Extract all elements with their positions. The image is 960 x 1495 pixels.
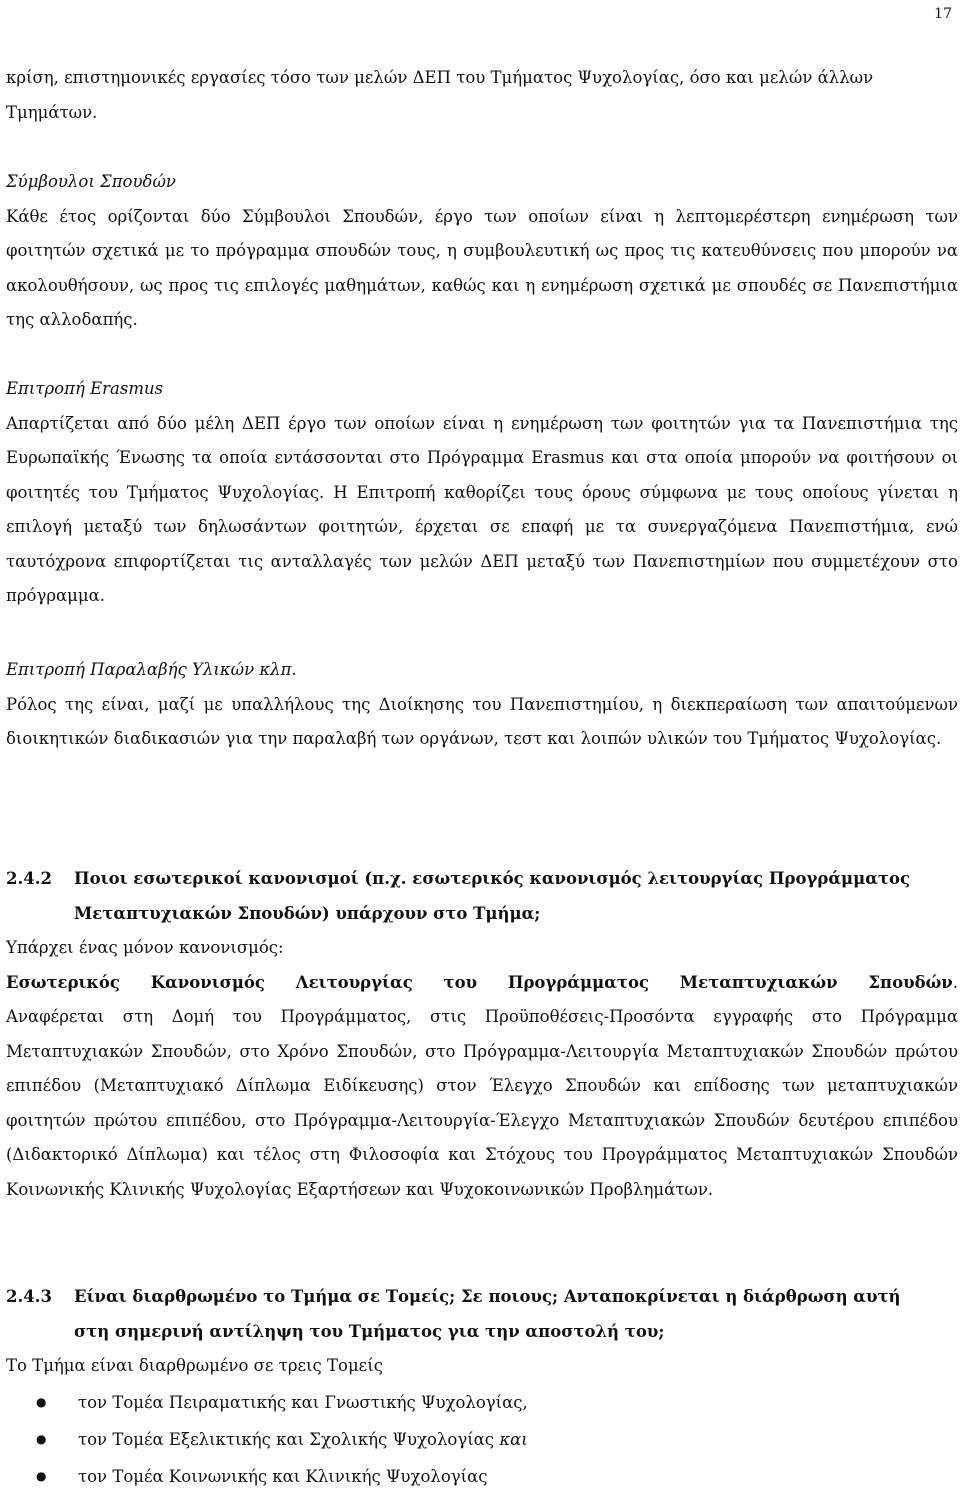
heading-line-1: Ποιοι εσωτερικοί κανονισμοί (π.χ. εσωτερικός κανονισμός λειτουργίας Προγράμματος [74, 869, 911, 888]
rule-title-line [6, 966, 958, 1001]
reception-section [6, 653, 958, 757]
erasmus-text: Απαρτίζεται από δύο μέλη ΔΕΠ έργο των οποίων είναι η ενημέρωση των φοιτητών για τα Πανεπιστήμια της Ευρωπαϊκής Ένωσης τα οποία εντάσσονται στο Πρόγραμμα Erasmus και στα οποία μπορούν να φοιτήσουν οι φοιτητές του Τμήματος Ψυχολογίας. Η Επιτροπή καθορίζει τους όρους σύμφωνα με τους οποίους γίνεται η επιλογή μεταξύ των δηλωσάντων φοιτητών, έρχεται σε επαφή με τα συνεργαζόμενα Πανεπιστήμια, ενώ ταυτόχρονα επιφορτίζεται τις ανταλλαγές των μελών ΔΕΠ μεταξύ των Πανεπιστημίων που συμμετέχουν στο πρόγραμμα. [6, 413, 958, 605]
erasmus-section [6, 372, 958, 614]
heading-line-1: Είναι διαρθρωμένο το Τμήμα σε Τομείς; Σε ποιους; Ανταποκρίνεται η διάρθρωση αυτή [74, 1287, 901, 1306]
list-item-text: τον Τομέα Κοινωνικής και Κλινικής Ψυχολογίας [78, 1467, 488, 1486]
list-item-suffix: και [499, 1430, 528, 1449]
section-2-4-3-heading [6, 1280, 958, 1349]
page-number: 17 [934, 6, 952, 22]
section-2-4-2-body [6, 931, 958, 1207]
list-item-text: τον Τομέα Πειραματικής και Γνωστικής Ψυχολογίας, [78, 1393, 528, 1412]
advisors-text: Κάθε έτος ορίζονται δύο Σύμβουλοι Σπουδών, έργο των οποίων είναι η λεπτομερέστερη ενημέρωση των φοιτητών σχετικά με το πρόγραμμα σπουδών τους, η συμβουλευτική ως προς τις κατευθύνσεις που μπορούν να ακολουθήσουν, ως προς τις επιλογές μαθημάτων, καθώς και η ενημέρωση σχετικά με σπουδές σε Πανεπιστήμια της αλλοδαπής. [6, 206, 958, 329]
reception-title: Επιτροπή Παραλαβής Υλικών κλπ. [6, 660, 297, 679]
list-item-text: τον Τομέα Εξελικτικής και Σχολικής Ψυχολογίας [78, 1430, 500, 1449]
reception-text: Ρόλος της είναι, μαζί με υπαλλήλους της Διοίκησης του Πανεπιστημίου, η διεκπεραίωση των απαιτούμενων διοικητικών διαδικασιών για την παραλαβή των οργάνων, τεστ και λοιπών υλικών του Τμήματος Ψυχολογίας. [6, 694, 958, 748]
section-2-4-2-heading [6, 862, 958, 931]
list-item [6, 1458, 528, 1495]
advisors-title: Σύμβουλοι Σπουδών [6, 172, 176, 191]
rule-title: Εσωτερικός Κανονισμός Λειτουργίας του Προγράμματος Μεταπτυχιακών Σπουδών [6, 972, 953, 992]
s243-intro: Το Τμήμα είναι διαρθρωμένο σε τρεις Τομείς [6, 1356, 383, 1375]
heading-line-2: Μεταπτυχιακών Σπουδών) υπάρχουν στο Τμήμα; [74, 903, 541, 923]
intro-line-1: κρίση, επιστημονικές εργασίες τόσο των μελών ΔΕΠ του Τμήματος Ψυχολογίας, όσο και μελών άλλων [6, 68, 874, 87]
erasmus-title: Επιτροπή Erasmus [6, 379, 164, 398]
s242-text: Αναφέρεται στη Δομή του Προγράμματος, στις Προϋποθέσεις-Προσόντα εγγραφής στο Πρόγραμμα Μεταπτυχιακών Σπουδών, στο Χρόνο Σπουδών, στο Πρόγραμμα-Λειτουργία Μεταπτυχιακών Σπουδών πρώτου επιπέδου (Μεταπτυχιακό Δίπλωμα Ειδίκευσης) στον Έλεγχο Σπουδών και επίδοσης των μεταπτυχιακών φοιτητών πρώτου επιπέδου, στο Πρόγραμμα-Λειτουργία-Έλεγχο Μεταπτυχιακών Σπουδών δευτέρου επιπέδου (Διδακτορικό Δίπλωμα) και τέλος στη Φιλοσοφία και Στόχους του Προγράμματος Μεταπτυχιακών Σπουδών Κοινωνικής Κλινικής Ψυχολογίας Εξαρτήσεων και Ψυχοκοινωνικών Προβλημάτων. [6, 1007, 958, 1199]
list-item [6, 1421, 528, 1458]
heading-line-2: στη σημερινή αντίληψη του Τμήματος για την αποστολή του; [74, 1321, 665, 1341]
intro-paragraph [6, 61, 958, 130]
rule-title-end: . [952, 972, 958, 992]
advisors-section [6, 165, 958, 338]
intro-line-2: Τμημάτων. [6, 102, 98, 122]
section-number: 2.4.2 [6, 869, 52, 888]
sector-list [6, 1384, 528, 1495]
section-number: 2.4.3 [6, 1287, 52, 1306]
s242-intro: Υπάρχει ένας μόνον κανονισμός: [6, 938, 284, 957]
list-item [6, 1384, 528, 1421]
